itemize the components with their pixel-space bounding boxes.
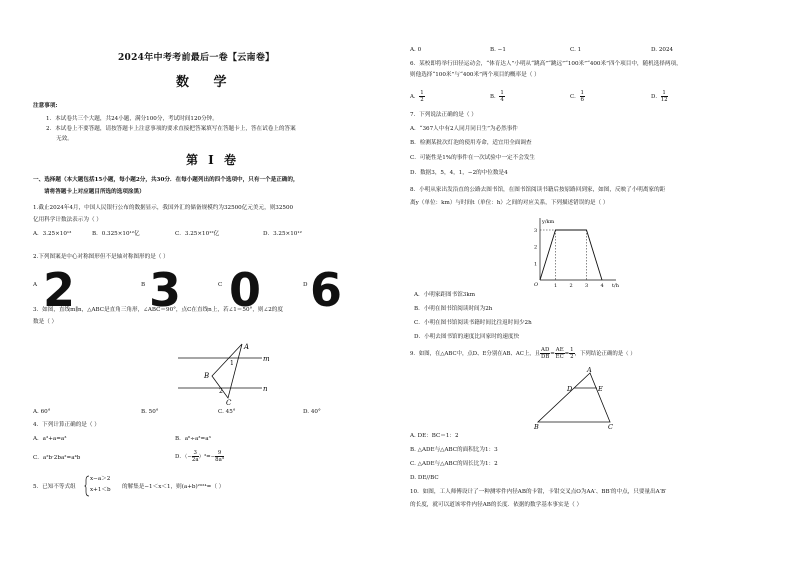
label-c: C (226, 399, 232, 406)
q9-fraction-ad-db: $\frac{AD}{DB}$ (541, 347, 550, 360)
label-n: n (263, 385, 268, 393)
triangle-abc (212, 344, 242, 398)
label-e: E (598, 385, 603, 393)
q4-text: 4．下列计算正确的是（ ） (33, 422, 100, 428)
x-tick-label: 1 (554, 283, 558, 289)
q5-text-b: 的解集是−1＜x＜1，则(a+b)²⁰²⁴=（ ） (122, 484, 225, 490)
q4-d-rhs-fraction: $\frac{9}{\text{8a³}}$ (215, 450, 224, 463)
label-angle-2: 2 (219, 388, 223, 395)
q4-option-a: A．a³+a=a³ (33, 436, 67, 442)
q1-text-2: 亿用科学计数法表示为（ ） (33, 217, 102, 223)
q1-option-a: A．3.25×10¹³ (33, 231, 72, 237)
q8-chart (528, 212, 628, 290)
q3-option-d: D. 40° (303, 409, 321, 415)
q10-text: 10．如图，工人师傅设计了一种测零件内径AB的卡钳，卡钳交叉点O为AA′、BB′的中点，只要量出A′B′ (410, 489, 667, 495)
notes-heading: 注意事项: (33, 103, 58, 109)
section-heading-2: 请将答题卡上对应题目所选的选项涂黑） (44, 189, 145, 195)
x-axis-label: t/h (612, 283, 619, 289)
note-1: 1．本试卷共三个大题，共24小题，满分100分，考试时间120分钟。 (46, 116, 218, 122)
x-tick-label: 2 (569, 283, 573, 289)
label-a: A (587, 366, 592, 374)
q9-text: 9．如图，在△ABC中，点D、E分别在AB、AC上，且 $\frac{AD}{DB}$ = $\frac{AE}{EC}$ = $\frac{1}{2}$ ，下列结论正确的是（ ） (410, 347, 636, 360)
q6-text-2: 则他选择“100米”与“400米”两个项目的概率是（ ） (410, 72, 540, 78)
q3-option-a: A. 60° (33, 409, 51, 415)
q7-option-c: C．可能性是1%的事件在一次试验中一定不会发生 (410, 155, 536, 161)
q9-fraction-half: $\frac{1}{2}$ (570, 347, 574, 360)
label-b: B (204, 372, 210, 380)
q4-option-b: B．a⁶÷a³=a³ (175, 436, 211, 442)
q9-fraction-ae-ec: $\frac{AE}{EC}$ (555, 347, 564, 360)
q5-text-a: 5．已知不等式组 (33, 484, 76, 490)
q8-text-2: 离y（单位：km）与时间t（单位：h）之间的对应关系，下列描述错误的是（ ） (410, 200, 609, 206)
q5-option-c: C. 1 (570, 47, 582, 53)
label-m: m (263, 355, 270, 363)
q2-label-c: C (218, 282, 223, 288)
q8-text: 8．小明从家出发沿直的公路去图书馆，在图书馆阅读书籍后按原路回到家，如图，反映了小明离家的距 (410, 187, 666, 193)
volume-heading: 第 I 卷 (186, 153, 239, 167)
q9-figure (530, 366, 620, 430)
q1-option-d: D．3.25×10¹² (263, 231, 302, 237)
q3-figure (170, 338, 280, 406)
q4-d-lhs-fraction: $\frac{3}{2a}$ (191, 450, 199, 463)
q6-option-b: B． $\frac{1}{4}$ (490, 90, 504, 103)
label-b: B (534, 423, 539, 430)
q6-option-c: C． $\frac{1}{6}$ (570, 90, 584, 103)
q1-text: 1.截止2024年4月，中国人民银行公布的数据显示，我国外汇的储备规模约为32500亿元美元，则32500 (33, 205, 294, 211)
triangle-abc (538, 373, 610, 422)
q7-option-d: D．数据3，5，4，1，−2的中位数是4 (410, 170, 508, 176)
label-angle-1: 1 (230, 360, 234, 367)
q8-option-c: C．小明在图书馆阅读书籍时间比往返时间少2h (414, 320, 532, 326)
q3-text: 3．如图，直线m∥n，△ABC是直角三角形，∠ABC＝90°，点C在直线n上，若∠1＝50°，则∠2的度 (33, 307, 283, 313)
q1-option-c: C．3.25×10¹²亿 (175, 231, 220, 237)
q8-option-a: A．小明家距图书馆3km (414, 292, 476, 298)
q5-system-1: x−a＞2 (90, 476, 111, 482)
q4-option-c: C．a²b·2ba²=a⁴b (33, 455, 81, 461)
q4-d-mid: ）³=− (198, 454, 216, 460)
q5-option-d: D. 2024 (651, 47, 674, 53)
note-2: 2．本试卷上不要答题，请按答题卡上注意事项的要求直接把答案填写在答题卡上，答在试卷上的答案 (46, 126, 296, 132)
label-a: A (244, 343, 250, 351)
label-d: D (567, 385, 573, 393)
q2-figure-a: 2 (43, 263, 76, 317)
q9-option-b: B. △ADE与△ABC的面积比为1：3 (410, 447, 498, 453)
subject-title: 数 学 (176, 75, 237, 90)
q9-option-d: D. DE//BC (410, 475, 439, 481)
x-tick-label: 4 (600, 283, 604, 289)
label-c: C (608, 423, 613, 430)
q8-option-b: B．小明在图书馆阅读时间为2h (414, 306, 493, 312)
q2-text: 2.下列图案是中心对称图形但不是轴对称图形的是（ ） (33, 254, 169, 260)
q3-option-c: C. 45° (218, 409, 236, 415)
q2-label-a: A (33, 282, 38, 288)
q7-option-b: B．检测某批次灯泡的使用寿命，适宜用全面调查 (410, 140, 532, 146)
y-tick-label: 3 (534, 228, 538, 234)
q2-label-d: D (303, 282, 308, 288)
q2-figure-c: 0 (229, 263, 262, 317)
q7-text: 7．下列说法正确的是（ ） (410, 112, 477, 118)
exam-title: 2024年中考考前最后一卷【云南卷】 (118, 53, 275, 63)
y-tick-label: 2 (534, 244, 538, 251)
q5-option-a: A. 0 (410, 47, 422, 53)
q3-option-b: B. 50° (141, 409, 159, 415)
q5-option-b: B. −1 (490, 47, 506, 53)
q5-system-2: x+1＜b (90, 487, 111, 493)
q9-option-c: C. △ADE与△ABC的周长比为1：2 (410, 461, 498, 467)
q2-figure-d: 6 (310, 263, 343, 317)
distance-series-line (540, 230, 602, 280)
q3-text-2: 数是（ ） (33, 319, 58, 325)
y-tick-label: 1 (534, 261, 538, 268)
q1-option-b: B．0.325×10¹²亿 (92, 231, 140, 237)
q7-option-a: A．“367人中有2人同月同日生”为必然事件 (410, 126, 518, 132)
y-axis-label: y/km (542, 219, 555, 225)
q2-label-b: B (141, 282, 146, 288)
note-3: 无效。 (56, 136, 73, 142)
section-heading: 一、选择题（本大题包括15小题，每小题2分，共30分．在每小题列出的四个选项中，只有一个是正确的， (33, 177, 299, 183)
q9-option-a: A. DE：BC＝1：2 (410, 433, 459, 439)
q2-figure-b: 3 (149, 263, 182, 317)
x-tick-label: 3 (585, 283, 589, 289)
q6-option-d: D． $\frac{1}{12}$ (651, 90, 668, 103)
q6-option-a: A． $\frac{1}{2}$ (410, 90, 424, 103)
q4-d-prefix: D．（− (175, 454, 192, 460)
q6-text: 6．某校即将举行田径运动会，“体育达人”小明从“跳高”“跳远”“100米”“400米”四个项目中，随机选择两项， (410, 61, 682, 67)
q4-option-d (175, 450, 224, 463)
q10-text-2: 的长度，就可以道该零件内径AB的长度．依据的数学基本事实是（ ） (410, 502, 583, 508)
origin-label: O (534, 282, 539, 288)
q8-option-d: D．小明去图书馆的速度比回家时的速度快 (414, 334, 520, 340)
